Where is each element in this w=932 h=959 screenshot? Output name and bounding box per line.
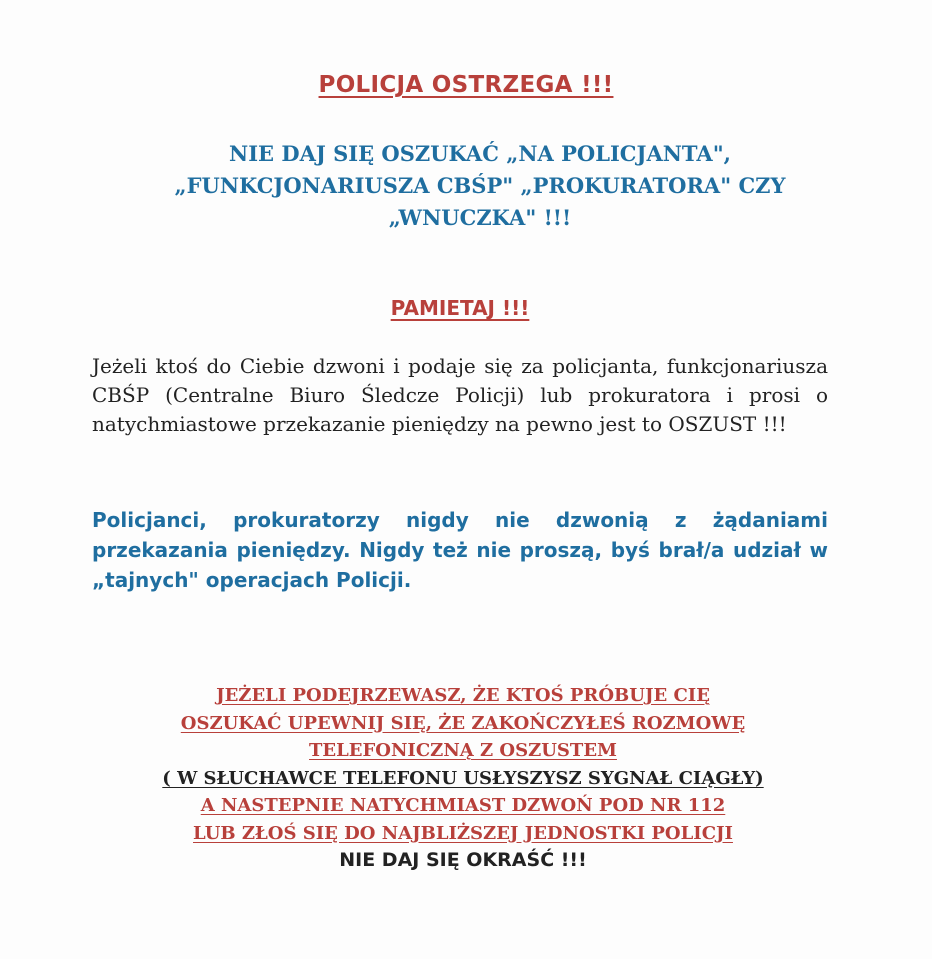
warning-line: LUB ZŁOŚ SIĘ DO NAJBLIŻSZEJ JEDNOSTKI POLICJI — [193, 822, 733, 844]
warning-paragraph: Jeżeli ktoś do Ciebie dzwoni i podaje się za policjanta, funkcjonariusza CBŚP (Centralne Biuro Śledcze Policji) lub prokuratora i prosi o natychmiastowe przekazanie pieniędzy na pewno jest to OSZUST !!! — [92, 354, 828, 436]
signal-note-line: ( W SŁUCHAWCE TELEFONU USŁYSZYSZ SYGNAŁ CIĄGŁY) — [162, 767, 764, 789]
warning-line: TELEFONICZNĄ Z OSZUSTEM — [309, 740, 617, 761]
subtitle-line: „WNUCZKA" !!! — [388, 205, 572, 230]
closing-line: NIE DAJ SIĘ OKRAŚĆ !!! — [339, 849, 587, 871]
page-title: POLICJA OSTRZEGA !!! — [318, 72, 614, 98]
warning-block — [90, 682, 836, 875]
police-info-paragraph: Policjanci, prokuratorzy nigdy nie dzwonią z żądaniami przekazania pieniędzy. Nigdy też nie proszą, byś brał/a udział w „tajnych" operacjach Policji. — [92, 508, 828, 592]
subtitle-line: „FUNKCJONARIUSZA CBŚP" „PROKURATORA" CZY — [174, 173, 786, 198]
remember-heading: PAMIETAJ !!! — [390, 296, 530, 320]
subtitle-line: NIE DAJ SIĘ OSZUKAĆ „NA POLICJANTA", — [229, 141, 731, 166]
emergency-number-line: A NASTEPNIE NATYCHMIAST DZWOŃ POD NR 112 — [200, 795, 726, 816]
warning-line: OSZUKAĆ UPEWNIJ SIĘ, ŻE ZAKOŃCZYŁEŚ ROZMOWĘ — [180, 712, 746, 734]
subtitle — [120, 138, 840, 234]
warning-line: JEŻELI PODEJRZEWASZ, ŻE KTOŚ PRÓBUJE CIĘ — [216, 685, 710, 706]
